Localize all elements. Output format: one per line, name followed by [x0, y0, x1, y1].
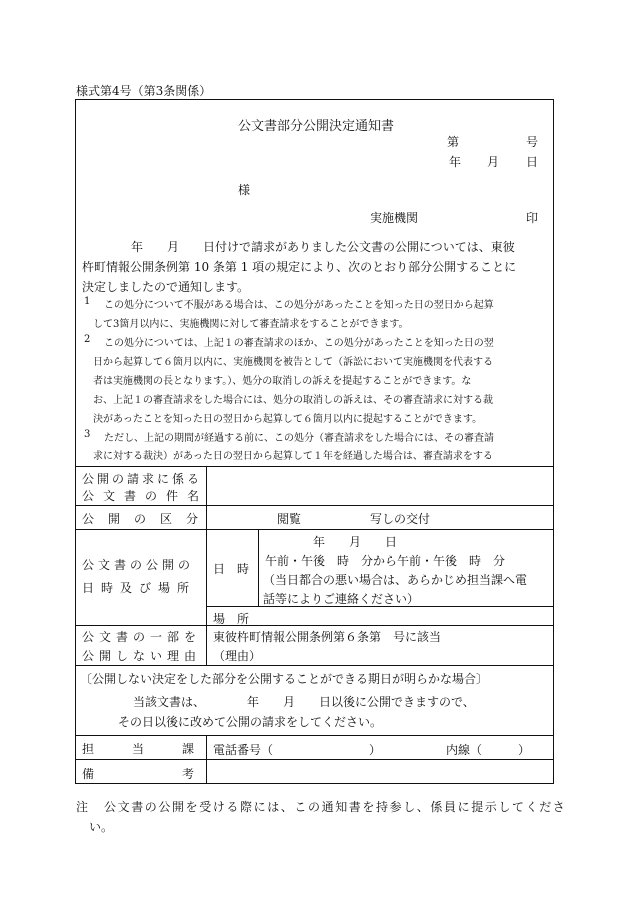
footer-mark: 注 [76, 800, 89, 814]
table-rule-kubun [75, 505, 554, 506]
date-day: 日 [526, 155, 539, 169]
issuer-label: 実施機関 [370, 211, 419, 225]
date-year: 年 [449, 155, 462, 169]
subject-label-2: 公文書の件名 [82, 489, 209, 503]
note-2-line-5: 決があったことを知った日の翌日から起算して６箇月以内に提起することができます。 [93, 414, 483, 425]
table-rule-future [75, 665, 554, 666]
doc-number-suffix: 号 [526, 135, 539, 149]
nichiji-date: 年 月 日 [313, 535, 398, 549]
kubun-option-etsuran[interactable]: 閲覧 [277, 512, 302, 526]
date-month: 月 [487, 155, 500, 169]
nichiji-label: 日 時 [213, 562, 250, 576]
phone-field: 電話番号（ ） [213, 743, 382, 757]
subject-label-1: 公開の請求に係る [82, 472, 203, 486]
form-label: 様式第4号（第3条関係） [76, 84, 212, 98]
kubun-option-copy[interactable]: 写しの交付 [370, 512, 431, 526]
intro-line-2: 杵町情報公開条例第 10 条第 1 項の規定により、次のとおり部分公開することに [82, 260, 517, 274]
intro-line-3: 決定しましたので通知します。 [82, 280, 250, 294]
reason-label-2: 公開しない理由 [82, 649, 202, 663]
doc-number-prefix: 第 [447, 135, 460, 149]
biko-label: 備考 [82, 767, 283, 781]
nichiji-note-2: 話等によりご連絡ください） [263, 592, 420, 606]
datetime-label-1: 公文書の公開の [82, 558, 195, 572]
note-1-line-1: この処分について不服がある場合は、この処分があったことを知った日の翌日から起算 [104, 300, 494, 311]
note-2-line-3: 者は実施機関の長となります。）、処分の取消しの訴えを提起することができます。な [93, 376, 472, 387]
future-line-2: その日以後に改めて公開の請求をしてください。 [118, 715, 383, 729]
naisen-field: 内線（ ） [446, 743, 531, 757]
note-2-line-4: お、上記１の審査請求をした場合には、処分の取消しの訴えは、その審査請求に対する裁 [93, 395, 493, 406]
basho-label: 場 所 [213, 612, 250, 626]
note-3-number: 3 [84, 429, 91, 440]
table-rule-tanto [75, 735, 554, 736]
note-1-line-2: して3箇月以内に、実施機関に対して審査請求をすることができます。 [93, 319, 409, 330]
kubun-label: 公開の区分 [82, 512, 213, 526]
recipient-suffix: 様 [238, 183, 251, 197]
table-rule-datetime [75, 529, 554, 530]
datetime-label-2: 日時及び場所 [82, 581, 197, 595]
footer-line-2: い。 [89, 820, 114, 834]
intro-line-1: 年 月 日付けで請求がありました公文書の公開については、東彼 [131, 240, 515, 254]
future-heading: 〔公開しない決定をした部分を公開することができる期日が明らかな場合〕 [80, 672, 489, 686]
reason-value-1: 東彼杵町情報公開条例第６条第 号に該当 [213, 630, 442, 644]
tanto-label: 担当課 [82, 742, 233, 756]
table-rule-biko [75, 759, 554, 760]
document-title: 公文書部分公開決定通知書 [238, 119, 395, 134]
reason-value-2: （理由） [213, 649, 262, 663]
nichiji-time: 午前・午後 時 分から午前・午後 時 分 [265, 554, 506, 568]
note-1-number: 1 [84, 296, 91, 307]
note-2-line-1: この処分については、上記１の審査請求のほか、この処分があったことを知った日の翌 [104, 338, 494, 349]
note-3-line-1: ただし、上記の期間が経過する前に、この処分（審査請求をした場合には、その審査請 [104, 433, 494, 444]
table-rule-top [75, 466, 554, 467]
nichiji-note-1: （当日都合の悪い場合は、あらかじめ担当課へ電 [263, 573, 528, 587]
note-2-number: 2 [84, 334, 91, 345]
future-line-1: 当該文書は、 年 月 日以後に公開できますので、 [133, 695, 475, 709]
table-col-divider-nichiji [258, 529, 259, 606]
footer-line-1: 公文書の公開を受ける際には、この通知書を持参し、係員に提示してくださ [104, 800, 567, 814]
note-2-line-2: 日から起算して６箇月以内に、実施機関を被告として（訴訟において実施機関を代表する [93, 357, 493, 368]
table-rule-reason [75, 625, 554, 626]
note-3-line-2: 求に対する裁決）があった日の翌日から起算して１年を経過した場合は、審査請求をする [93, 451, 493, 462]
reason-label-1: 公文書の一部を [82, 630, 202, 644]
seal-mark: 印 [526, 211, 539, 225]
